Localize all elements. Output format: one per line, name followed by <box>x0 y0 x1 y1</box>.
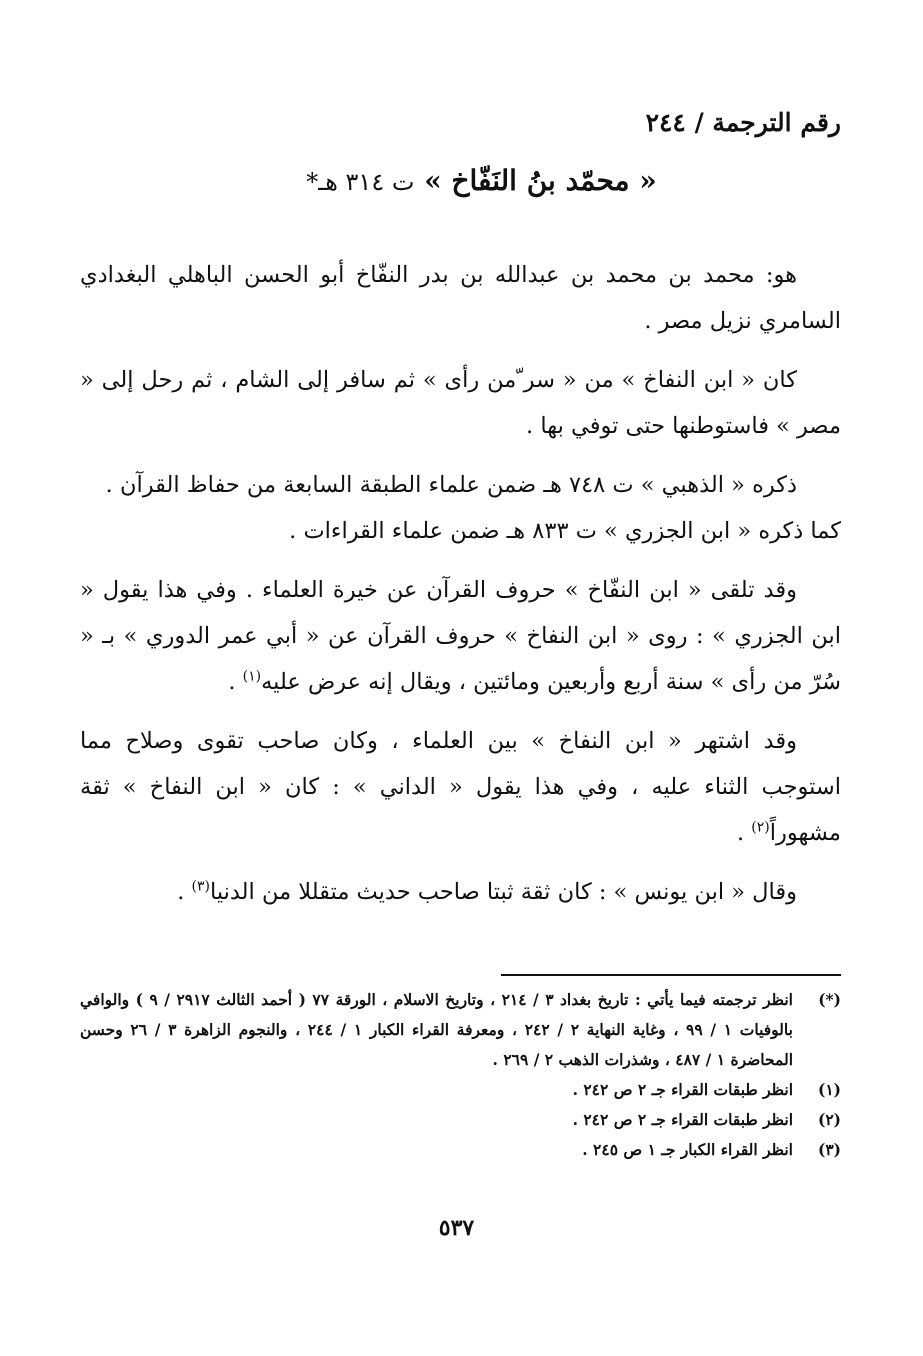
footnote-separator <box>501 974 841 976</box>
footnote-text: انظر القراء الكبار جـ ١ ص ٢٤٥ . <box>582 1140 793 1159</box>
subject-name: « محمّد بنُ النَفّاخ » <box>424 164 657 197</box>
paragraph-ibn-yunus-text: وقال « ابن يونس » : كان ثقة ثبتا صاحب حديث متقللا من الدنيا <box>209 879 797 905</box>
paragraph-reputation <box>80 718 841 856</box>
paragraph-reputation-end: . <box>736 820 752 846</box>
footnote-item <box>80 985 841 1075</box>
footnote-ref-3[interactable]: (٣) <box>191 878 210 895</box>
paragraph-teachers-end: . <box>228 669 243 695</box>
biography-title <box>0 164 923 197</box>
paragraph-dhahabi: ذكره « الذهبي » ت ٧٤٨ هـ ضمن علماء الطبقة السابعة من حفاظ القرآن . <box>105 472 797 498</box>
footnote-mark: (٣) <box>817 1140 841 1159</box>
footnote-mark: (١) <box>817 1080 841 1099</box>
paragraph-reputation-text: وقد اشتهر « ابن النفاخ » بين العلماء ، وكان صاحب تقوى وصلاح مما استوجب الثناء عليه ، وفي هذا يقول « الداني » : كان « ابن النفاخ » ثقة مشهوراً <box>80 728 841 846</box>
biography-body <box>80 252 841 928</box>
footnotes <box>80 985 841 1165</box>
biography-number: رقم الترجمة / ٢٤٤ <box>645 108 841 137</box>
paragraph-ibn-yunus <box>80 869 841 915</box>
footnote-item <box>80 1135 841 1165</box>
footnote-item <box>80 1075 841 1105</box>
footnote-text: انظر طبقات القراء جـ ٢ ص ٢٤٢ . <box>572 1110 793 1129</box>
footnote-ref-1[interactable]: (١) <box>242 668 262 685</box>
paragraph-identity: هو: محمد بن محمد بن عبدالله بن بدر النفّاخ أبو الحسن الباهلي البغدادي السامري نزيل مصر . <box>80 262 841 334</box>
footnote-mark: (٢) <box>817 1110 841 1129</box>
paragraph-teachers-text: وقد تلقى « ابن النفّاخ » حروف القرآن عن خيرة العلماء . وفي هذا يقول « ابن الجزري » : روى « ابن النفاخ » حروف القرآن عن « أبي عمر الدوري » بـ « سُرّ من رأى » سنة أربع وأربعين ومائتين ، ويقال إنه عرض عليه <box>80 577 841 695</box>
paragraph-jazari: كما ذكره « ابن الجزري » ت ٨٣٣ هـ ضمن علماء القراءات . <box>289 518 841 544</box>
footnote-text: انظر ترجمته فيما يأتي : تاريخ بغداد ٣ / ٢١٤ ، وتاريخ الاسلام ، الورقة ٧٧ ( أحمد الثالث ٢٩١٧ / ٩ ) والوافي بالوفيات ١ / ٩٩ ، وغاية النهاية ٢ / ٢٤٢ ، ومعرفة القراء الكبار ١ / ٢٤٤ ، والنجوم الزاهرة ٣ / ٢٦ وحسن المحاضرة ١ / ٤٨٧ ، وشذرات الذهب ٢ / ٢٦٩ . <box>80 990 793 1069</box>
paragraph-teachers <box>80 567 841 705</box>
page-number: ٥٣٧ <box>438 1215 475 1241</box>
footnote-item <box>80 1105 841 1135</box>
footnote-text: انظر طبقات القراء جـ ٢ ص ٢٤٢ . <box>572 1080 793 1099</box>
paragraph-ibn-yunus-end: . <box>177 879 192 905</box>
footnote-ref-2[interactable]: (٢) <box>751 819 770 836</box>
death-date: ت ٣١٤ هـ* <box>306 168 415 196</box>
footnote-mark: (*) <box>818 990 841 1009</box>
paragraph-origin: كان « ابن النفاخ » من « سر ّمن رأى » ثم سافر إلى الشام ، ثم رحل إلى « مصر » فاستوطنها حتى توفي بها . <box>80 367 841 439</box>
